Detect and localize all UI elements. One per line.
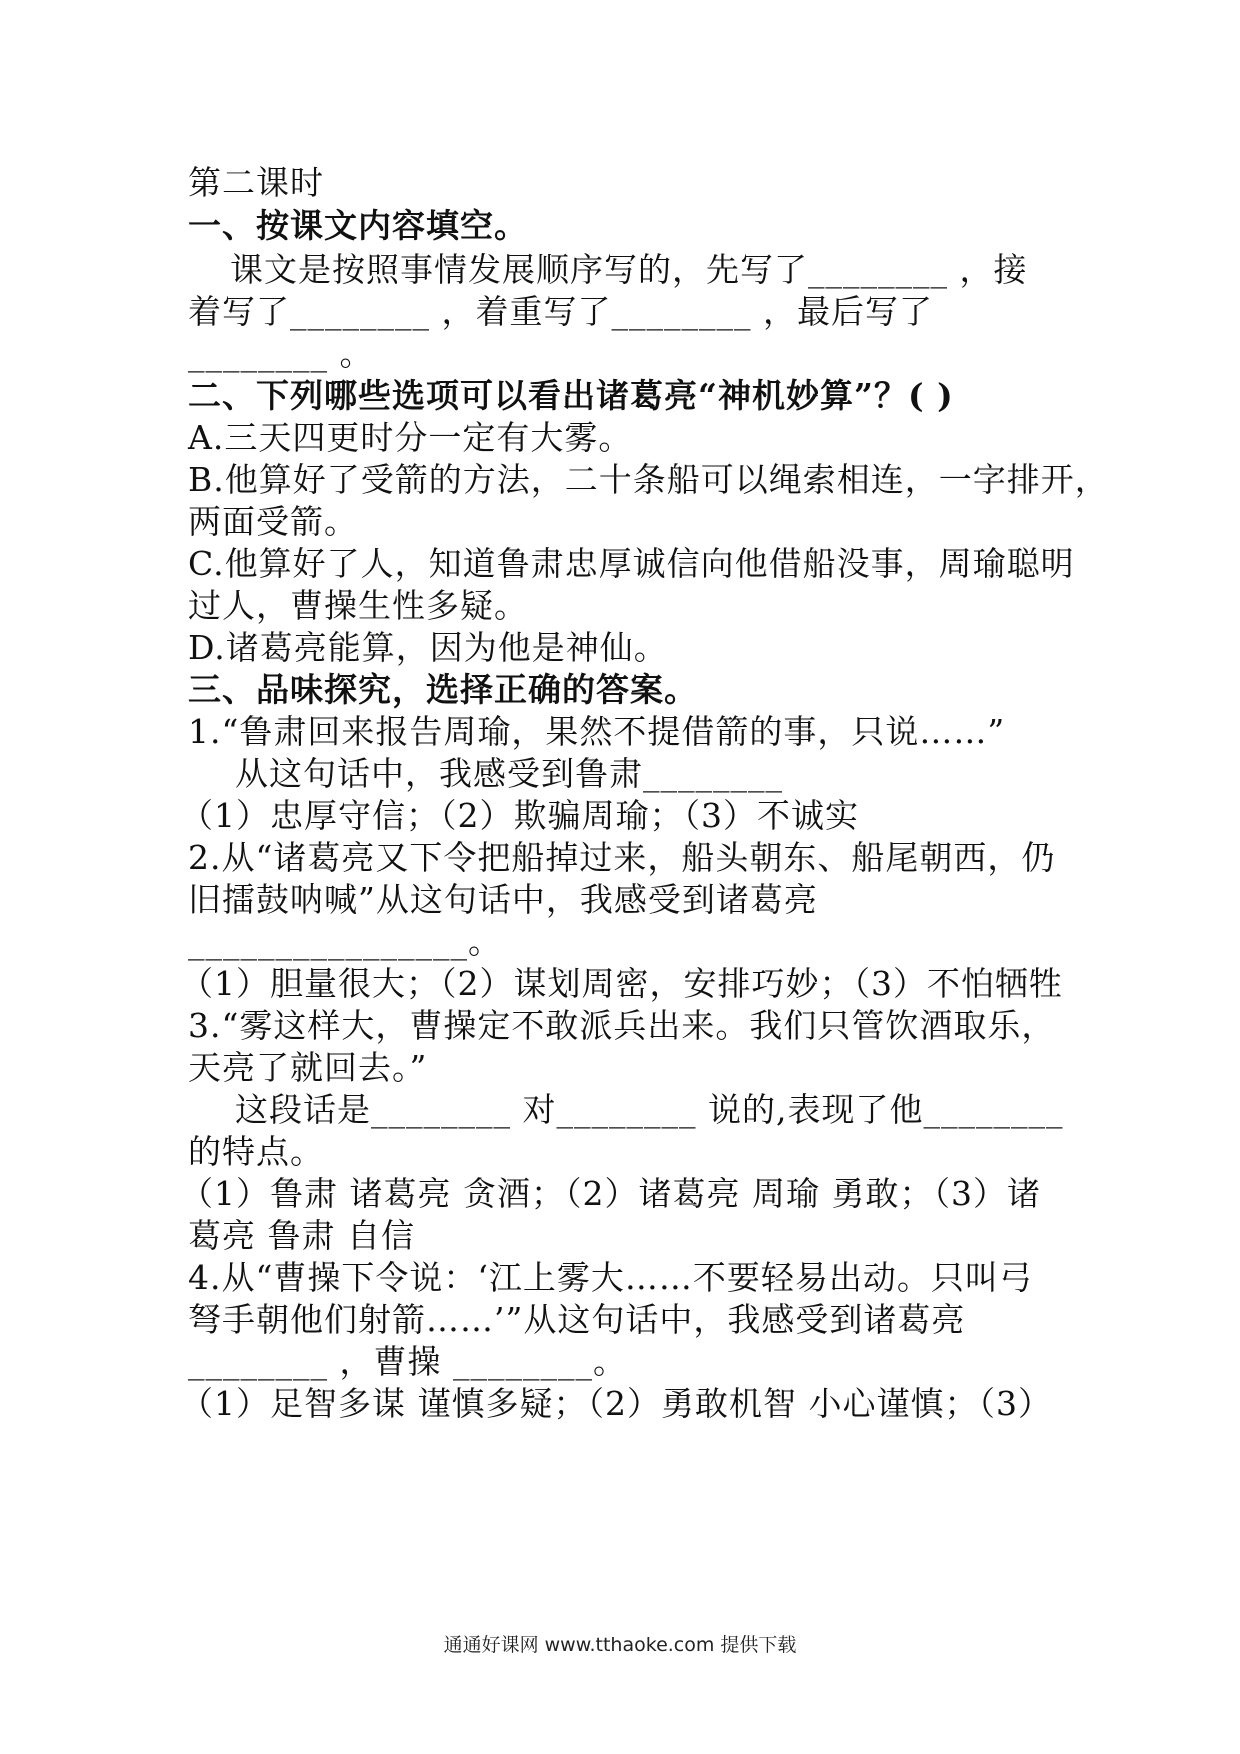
section1-text-line2: 着写了________ ，着重写了________ ，最后写了 — [188, 292, 933, 331]
option-b-line2: 两面受箭。 — [188, 502, 358, 541]
section1-heading: 一、按课文内容填空。 — [188, 206, 528, 245]
q1-line1: 1.“鲁肃回来报告周瑜，果然不提借箭的事，只说……” — [188, 712, 1006, 751]
option-c-line1: C.他算好了人，知道鲁肃忠厚诚信向他借船没事，周瑜聪明 — [188, 544, 1075, 583]
q1-line2: 从这句话中，我感受到鲁肃________ — [235, 754, 783, 793]
q3-line3: 这段话是________ 对________ 说的,表现了他________ — [235, 1090, 1064, 1129]
option-a: A.三天四更时分一定有大雾。 — [188, 418, 633, 457]
q3-choices-line1: （1）鲁肃 诸葛亮 贪酒；（2）诸葛亮 周瑜 勇敢；（3）诸 — [180, 1174, 1041, 1213]
q2-line1: 2.从“诸葛亮又下令把船掉过来，船头朝东、船尾朝西，仍 — [188, 838, 1056, 877]
q2-line3: ________________。 — [188, 922, 502, 961]
q3-line1: 3.“雾这样大，曹操定不敢派兵出来。我们只管饮酒取乐， — [188, 1006, 1056, 1045]
option-b-line1: B.他算好了受箭的方法，二十条船可以绳索相连，一字排开， — [188, 460, 1109, 499]
q3-line4: 的特点。 — [188, 1132, 324, 1171]
section1-text-line1: 课文是按照事情发展顺序写的，先写了________ ，接 — [230, 250, 1028, 289]
footer-credit: 通通好课网 www.tthaoke.com 提供下载 — [443, 1634, 797, 1656]
q2-line2: 旧擂鼓呐喊”从这句话中，我感受到诸葛亮 — [188, 880, 818, 919]
q1-choices: （1）忠厚守信；（2）欺骗周瑜；（3）不诚实 — [180, 796, 859, 835]
q4-line3: ________ ，曹操 ________。 — [188, 1342, 627, 1381]
option-c-line2: 过人，曹操生性多疑。 — [188, 586, 528, 625]
section1-text-line3: ________ 。 — [188, 334, 374, 373]
q4-choices: （1）足智多谋 谨慎多疑；（2）勇敢机智 小心谨慎；（3） — [180, 1384, 1052, 1423]
lesson-title: 第二课时 — [188, 163, 324, 202]
q3-choices-line2: 葛亮 鲁肃 自信 — [188, 1216, 415, 1255]
section3-heading: 三、品味探究，选择正确的答案。 — [188, 670, 698, 709]
q4-line1: 4.从“曹操下令说：‘江上雾大……不要轻易出动。只叫弓 — [188, 1258, 1033, 1297]
q2-choices: （1）胆量很大；（2）谋划周密，安排巧妙；（3）不怕牺牲 — [180, 964, 1063, 1003]
q4-line2: 弩手朝他们射箭……’”从这句话中，我感受到诸葛亮 — [188, 1300, 966, 1339]
option-d: D.诸葛亮能算，因为他是神仙。 — [188, 628, 668, 667]
section2-heading: 二、下列哪些选项可以看出诸葛亮“神机妙算”？( ) — [188, 376, 954, 415]
q3-line2: 天亮了就回去。” — [188, 1048, 428, 1087]
